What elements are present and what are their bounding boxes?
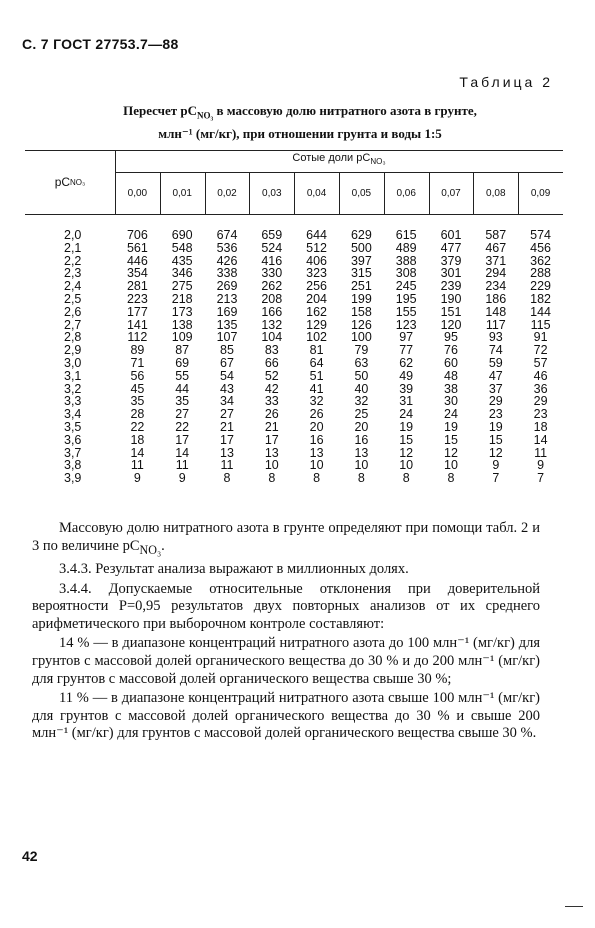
corner-mark: [565, 906, 583, 907]
table-cell: 574: [530, 228, 552, 242]
table-cell: 26: [264, 407, 279, 422]
span-header-sub: NO₃: [370, 157, 386, 167]
table-cell: 97: [399, 330, 414, 345]
table-cell: 64: [309, 356, 324, 370]
table-cell: 11: [534, 445, 548, 460]
table-cell: 85: [220, 343, 234, 358]
row-header: [25, 150, 115, 214]
row-label: 3,9: [64, 471, 82, 486]
table-cell: 24: [444, 407, 458, 422]
table-cell: 112: [127, 330, 148, 345]
table-cell: 22: [175, 420, 190, 434]
page-header: С. 7 ГОСТ 27753.7—88: [22, 36, 179, 52]
table-cell: 93: [488, 330, 503, 345]
table-cell: 71: [130, 356, 145, 370]
row-label: 3,6: [64, 432, 82, 447]
table-cell: 77: [399, 343, 414, 358]
column-header: 0,05: [351, 188, 372, 199]
table-cell: 120: [440, 317, 462, 332]
table-cell: 173: [171, 304, 193, 319]
table-cell: 138: [171, 317, 193, 332]
table-cell: 79: [354, 343, 369, 358]
table-cell: 218: [171, 292, 193, 306]
paragraph-1: [32, 520, 540, 559]
column-header: 0,03: [262, 188, 282, 199]
table-cell: 27: [220, 407, 234, 422]
table-cell: 26: [309, 407, 324, 422]
table-cell: 477: [440, 240, 462, 255]
table-cell: 10: [354, 458, 369, 473]
table-cell: 28: [130, 407, 145, 422]
table-cell: 308: [395, 266, 417, 281]
table-cell: 74: [488, 343, 503, 358]
table-cell: 406: [306, 253, 328, 268]
table-cell: 12: [444, 445, 458, 460]
table-cell: 21: [220, 420, 234, 434]
paragraph-3: 3.4.4. Допускаемые относительные отклонения при доверительной вероятности P=0,95 результатов двух повторных анализов от их среднего арифметического при выборочном контроле составляют:: [32, 580, 540, 632]
table-number: Таблица 2: [459, 74, 553, 90]
table-cell: 8: [447, 471, 455, 486]
table-cell: 144: [530, 304, 552, 319]
span-header: [115, 152, 563, 166]
table-cell: 135: [216, 317, 238, 332]
table-cell: 500: [350, 240, 372, 255]
table-cell: 9: [492, 458, 500, 473]
table-cell: 288: [530, 266, 552, 281]
row-label: 2,9: [64, 343, 82, 358]
table-cell: 39: [399, 381, 414, 396]
table-cell: 19: [488, 420, 503, 434]
table-cell: 56: [130, 368, 145, 383]
table-cell: 239: [440, 279, 462, 294]
paragraph-2: 3.4.3. Результат анализа выражают в миллионных долях.: [59, 561, 409, 578]
column-header: 0,00: [127, 188, 148, 199]
table-cell: 536: [216, 240, 238, 255]
table-cell: 223: [126, 292, 148, 306]
table-cell: 32: [309, 394, 324, 409]
table-cell: 379: [440, 253, 462, 268]
table-cell: 132: [261, 317, 283, 332]
table-cell: 346: [171, 266, 193, 281]
table-cell: 315: [350, 266, 372, 281]
table-cell: 354: [126, 266, 148, 281]
table-cell: 123: [395, 317, 417, 332]
table-cell: 81: [309, 343, 324, 358]
table-cell: 416: [261, 253, 283, 268]
table-cell: 100: [350, 330, 372, 345]
table-cell: 659: [261, 228, 283, 242]
table-cell: 229: [530, 279, 552, 294]
table-cell: 8: [402, 471, 410, 486]
table-cell: 362: [530, 253, 552, 268]
table-cell: 10: [399, 458, 414, 473]
table-cell: 38: [444, 381, 458, 396]
row-label: 2,3: [64, 266, 82, 281]
table-cell: 177: [126, 304, 148, 319]
column-header: 0,08: [486, 188, 506, 199]
table-cell: 644: [306, 228, 328, 242]
table-cell: 17: [220, 432, 234, 447]
table-cell: 20: [354, 420, 369, 434]
table-cell: 20: [309, 420, 324, 434]
table-cell: 204: [306, 292, 328, 306]
table-cell: 13: [354, 445, 369, 460]
table-cell: 467: [485, 240, 507, 255]
table-cell: 63: [354, 356, 369, 370]
table-cell: 49: [399, 368, 414, 383]
column-header: 0,01: [172, 188, 192, 199]
page-number: 42: [22, 848, 38, 864]
table-cell: 33: [264, 394, 279, 409]
table-cell: 59: [488, 356, 503, 370]
table-cell: 35: [130, 394, 145, 409]
table-cell: 208: [261, 292, 283, 306]
table-cell: 87: [175, 343, 190, 358]
paragraph-1-sub: NO₃: [139, 542, 162, 557]
table-cell: 67: [220, 356, 234, 370]
table-cell: 89: [130, 343, 145, 358]
table-cell: 12: [488, 445, 503, 460]
span-header-main: Сотые доли pC: [292, 152, 371, 164]
table-cell: 561: [126, 240, 148, 255]
table-cell: 104: [261, 330, 283, 345]
table-cell: 72: [533, 343, 548, 358]
table-cell: 18: [130, 432, 145, 447]
table-cell: 16: [354, 432, 369, 447]
table-cell: 690: [171, 228, 193, 242]
table-cell: 262: [261, 279, 283, 294]
table-cell: 169: [216, 304, 238, 319]
caption-line-2: млн⁻¹ (мг/кг), при отношении грунта и воды 1:5: [158, 125, 442, 141]
table-cell: 117: [485, 317, 506, 332]
table-cell: 9: [537, 458, 545, 473]
table-cell: 25: [354, 407, 369, 422]
table-cell: 11: [175, 458, 189, 473]
table-cell: 14: [130, 445, 145, 460]
table-cell: 23: [533, 407, 548, 422]
table-cell: 17: [175, 432, 190, 447]
table-cell: 199: [350, 292, 372, 306]
table-cell: 47: [488, 368, 503, 383]
table-cell: 30: [444, 394, 458, 409]
table-cell: 13: [220, 445, 234, 460]
table-cell: 190: [440, 292, 462, 306]
column-header: 0,02: [217, 188, 237, 199]
table-cell: 330: [261, 266, 283, 281]
table-cell: 15: [488, 432, 503, 447]
table-cell: 251: [350, 279, 372, 294]
table-cell: 115: [530, 317, 551, 332]
table-cell: 55: [175, 368, 190, 383]
table-cell: 548: [171, 240, 193, 255]
table-cell: 8: [268, 471, 276, 486]
row-label: 3,3: [64, 394, 82, 409]
table-cell: 234: [485, 279, 507, 294]
table-cell: 50: [354, 368, 369, 383]
table-cell: 9: [133, 471, 141, 486]
table-cell: 11: [220, 458, 234, 473]
table-cell: 45: [130, 381, 145, 396]
row-label: 3,7: [64, 445, 82, 460]
row-label: 3,2: [64, 381, 82, 396]
table-cell: 31: [399, 394, 414, 409]
table-cell: 155: [395, 304, 417, 319]
table-cell: 129: [306, 317, 328, 332]
row-label: 3,1: [64, 368, 82, 383]
table-cell: 19: [399, 420, 414, 434]
table-cell: 17: [264, 432, 279, 447]
table-cell: 7: [537, 471, 545, 486]
table-cell: 446: [126, 253, 148, 268]
table-cell: 44: [175, 381, 190, 396]
table-header-rule: [25, 214, 563, 215]
row-label: 2,4: [64, 279, 82, 294]
table-cell: 22: [130, 420, 145, 434]
table-cell: 213: [216, 292, 238, 306]
table-cell: 107: [216, 330, 238, 345]
table-cell: 8: [357, 471, 365, 486]
table-cell: 10: [444, 458, 458, 473]
table-cell: 14: [533, 432, 548, 447]
table-cell: 186: [485, 292, 507, 306]
table-cell: 7: [492, 471, 500, 486]
column-header: 0,04: [306, 188, 327, 199]
table-cell: 83: [264, 343, 279, 358]
table-cell: 269: [216, 279, 238, 294]
table-cell: 19: [444, 420, 458, 434]
table-cell: 601: [440, 228, 462, 242]
table-cell: 95: [444, 330, 458, 345]
table-cell: 69: [175, 356, 190, 370]
table-cell: 706: [126, 228, 148, 242]
row-label: 3,4: [64, 407, 82, 422]
table-cell: 62: [399, 356, 414, 370]
table-cell: 42: [264, 381, 279, 396]
table-cell: 35: [175, 394, 190, 409]
table-cell: 27: [175, 407, 190, 422]
table-cell: 60: [444, 356, 458, 370]
table-cell: 57: [533, 356, 548, 370]
table-cell: 37: [488, 381, 503, 396]
table-cell: 12: [399, 445, 414, 460]
table-cell: 162: [306, 304, 328, 319]
table-cell: 426: [216, 253, 238, 268]
table-cell: 338: [216, 266, 238, 281]
table-cell: 281: [126, 279, 148, 294]
table-cell: 13: [264, 445, 279, 460]
table-cell: 91: [533, 330, 548, 345]
table-cell: 151: [440, 304, 462, 319]
row-label: 2,1: [64, 240, 82, 255]
table-cell: 52: [264, 368, 279, 383]
table-cell: 166: [261, 304, 283, 319]
table-cell: 51: [309, 368, 324, 383]
table-cell: 15: [444, 432, 458, 447]
row-label: 2,8: [64, 330, 82, 345]
table-cell: 489: [395, 240, 417, 255]
header-vrule: [115, 150, 116, 214]
table-cell: 629: [350, 228, 372, 242]
row-header-main: pC: [54, 175, 71, 189]
table-cell: 8: [223, 471, 231, 486]
table-cell: 435: [171, 253, 193, 268]
table-cell: 182: [530, 292, 552, 306]
table-cell: 29: [488, 394, 503, 409]
row-label: 3,8: [64, 458, 82, 473]
paragraph-5: 11 % — в диапазоне концентраций нитратного азота свыше 100 млн⁻¹ (мг/кг) для грунтов с массовой долей органического вещества до 30 % и свыше 200 млн⁻¹ (мг/кг) для грунтов с массовой долей органического вещества свыше 30 %.: [32, 690, 540, 742]
table-cell: 9: [178, 471, 186, 486]
column-header: 0,07: [441, 188, 461, 199]
table-cell: 456: [530, 240, 552, 255]
table-cell: 18: [533, 420, 548, 434]
table-cell: 34: [220, 394, 234, 409]
table-cell: 21: [264, 420, 279, 434]
table-cell: 15: [399, 432, 414, 447]
table-cell: 40: [354, 381, 369, 396]
table-cell: 524: [261, 240, 283, 255]
table-cell: 13: [309, 445, 324, 460]
table-cell: 294: [485, 266, 507, 281]
table-cell: 10: [264, 458, 279, 473]
table-cell: 615: [395, 228, 417, 242]
table-cell: 48: [444, 368, 458, 383]
paragraph-1-end: .: [161, 537, 165, 554]
table-cell: 141: [126, 317, 148, 332]
table-cell: 512: [306, 240, 328, 255]
table-cell: 158: [350, 304, 372, 319]
table-cell: 16: [309, 432, 324, 447]
table-cell: 32: [354, 394, 369, 409]
table-cell: 102: [306, 330, 328, 345]
row-header-sub: NO₃: [70, 177, 86, 187]
table-cell: 109: [171, 330, 193, 345]
row-label: 2,7: [64, 317, 82, 332]
row-label: 2,0: [64, 228, 82, 242]
row-label: 2,2: [64, 253, 82, 268]
table-cell: 256: [306, 279, 328, 294]
row-label: 2,6: [64, 304, 82, 319]
table-cell: 76: [444, 343, 458, 358]
table-cell: 36: [533, 381, 548, 396]
table-cell: 587: [485, 228, 507, 242]
row-label: 2,5: [64, 292, 82, 306]
caption-sub: NO₃: [197, 110, 214, 121]
column-header: 0,06: [396, 188, 416, 199]
caption-line-1: [80, 102, 520, 125]
table-cell: 8: [313, 471, 321, 486]
table-cell: 11: [130, 458, 144, 473]
table-cell: 14: [175, 445, 190, 460]
column-header: 0,09: [530, 188, 551, 199]
table-cell: 674: [216, 228, 238, 242]
table-cell: 195: [395, 292, 417, 306]
body-text: [32, 520, 540, 743]
caption-pre: Пересчет pC: [123, 103, 198, 118]
table-cell: 46: [533, 368, 548, 383]
paragraph-1-text: Массовую долю нитратного азота в грунте определяют при помощи табл. 2 и 3 по величине pC: [32, 520, 540, 554]
table-cell: 397: [350, 253, 372, 268]
table-caption: [80, 102, 520, 143]
table-cell: 41: [309, 381, 324, 396]
row-label: 3,0: [64, 356, 82, 370]
table-cell: 24: [399, 407, 414, 422]
table-cell: 323: [306, 266, 328, 281]
table-cell: 275: [171, 279, 193, 294]
table-cell: 388: [395, 253, 417, 268]
table-cell: 126: [350, 317, 372, 332]
paragraph-4: 14 % — в диапазоне концентраций нитратного азота до 100 млн⁻¹ (мг/кг) для грунтов с массовой долей органического вещества до 30 % и до 200 млн⁻¹ (мг/кг) для грунтов с массовой долей органического вещества свыше 30 %;: [32, 635, 540, 687]
table-cell: 54: [220, 368, 234, 383]
table-cell: 371: [485, 253, 507, 268]
table-cell: 66: [264, 356, 279, 370]
caption-post: в массовую долю нитратного азота в грунте,: [213, 103, 477, 118]
table-cell: 29: [533, 394, 548, 409]
table-cell: 245: [395, 279, 417, 294]
table-cell: 148: [485, 304, 507, 319]
table-cell: 43: [220, 381, 234, 396]
table-cell: 301: [440, 266, 462, 281]
table-cell: 23: [488, 407, 503, 422]
table-cell: 10: [309, 458, 324, 473]
row-label: 3,5: [64, 420, 82, 434]
